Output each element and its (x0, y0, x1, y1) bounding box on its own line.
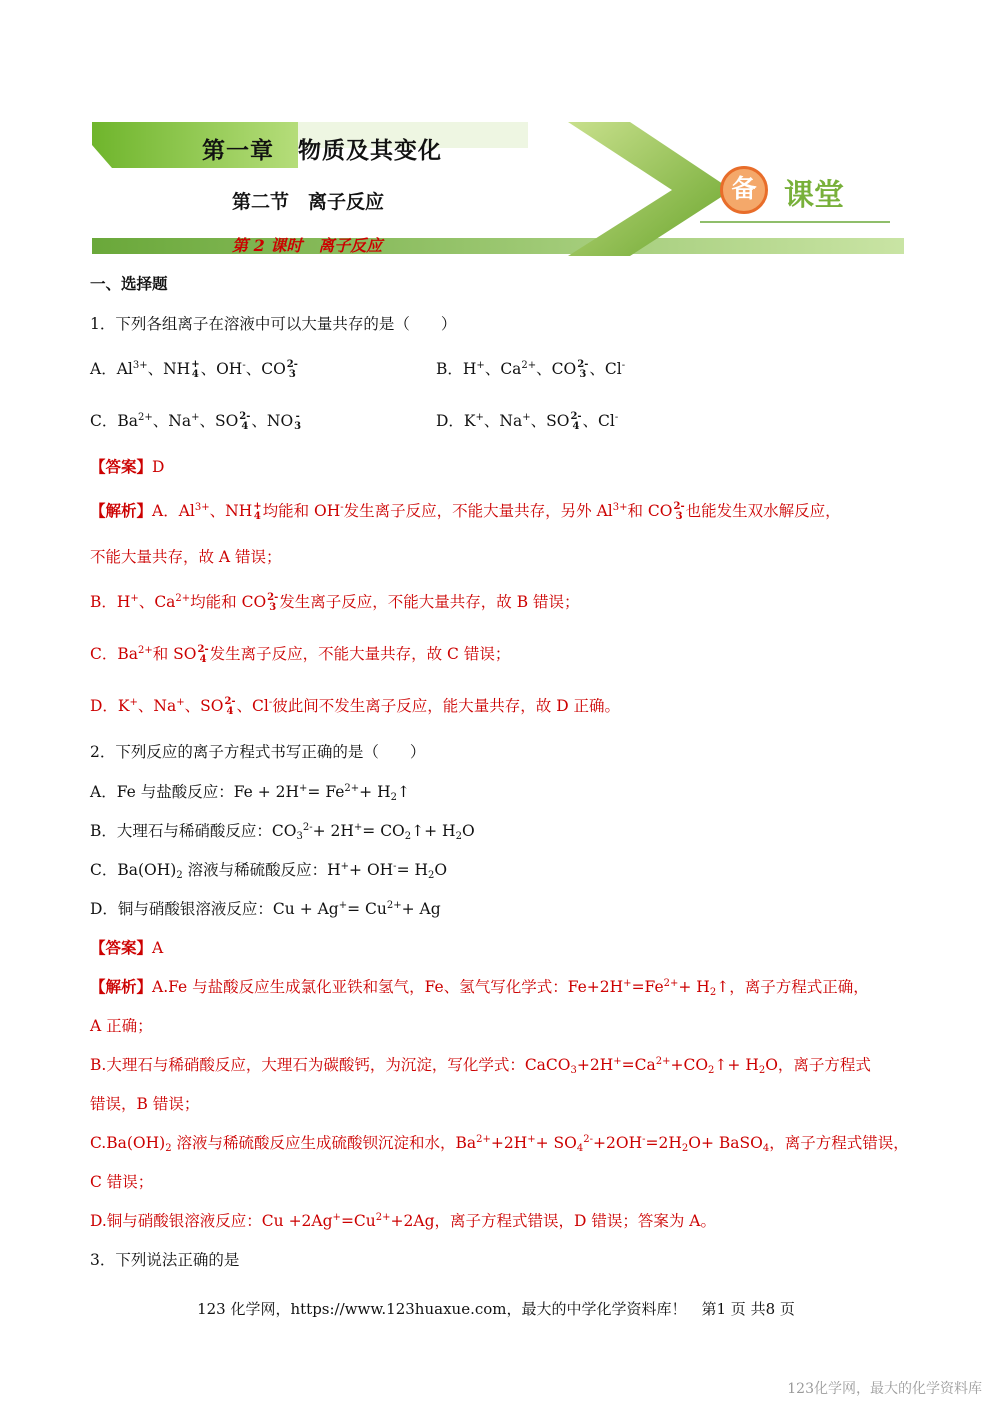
q2-analysis-6: C 错误； (90, 1173, 154, 1191)
watermark: 123化学网，最大的化学资料库 (787, 1381, 982, 1397)
header-banner (0, 0, 992, 270)
q2-stem: 2．下列反应的离子方程式书写正确的是（ ） (90, 743, 426, 761)
lesson-title: 第 2 课时 离子反应 (232, 236, 383, 255)
q2-analysis-tag: 【解析】 (90, 977, 153, 996)
q2-option-b: B．大理石与稀硝酸反应：$CO_3^{2-}+ 2H^+=$ $CO_2↑+ H_2O$ (90, 822, 475, 842)
q2-option-d: D．铜与硝酸银溶液反应：$Cu + Ag^+= Cu^{2+}+ Ag$ (90, 900, 441, 918)
q2-answer (90, 936, 163, 958)
q1-option-c: C．$Ba^{2+}$、Na+、SO 2- 4 、NO - 3 (90, 411, 302, 432)
q2-analysis-4: 错误，B 错误； (90, 1095, 200, 1113)
q1-option-a: A．$Al^{3+}$、NH + 4 、OH-、CO 2- 3 (90, 359, 298, 380)
q1-stem: 1．下列各组离子在溶液中可以大量共存的是（ ） (90, 315, 457, 333)
header-bottom-line (92, 238, 904, 254)
q2-analysis-2: A 正确； (90, 1017, 153, 1035)
q2-analysis-7: D.铜与硝酸银溶液反应：$Cu +2Ag^+=Cu^{2+}+2Ag$，离子方程式错误，D 错误；答案为 A。 (90, 1212, 716, 1230)
q2-option-c: C．$Ba(OH)_2$ 溶液与稀硫酸反应：$H^++ OH^-= H_2O$ (90, 861, 448, 881)
q1-analysis-1: 【解析】A．$Al^{3+}$、NH + 4 均能和 OH-发生离子反应，不能大量共存，另外 $Al^{3+}$和 CO 2- 3 也能发生双水解反应， (90, 501, 841, 522)
q1-analysis-tag: 【解析】 (90, 501, 153, 520)
logo-char: 备 (731, 174, 757, 203)
q1-analysis-2: 不能大量共存，故 A 错误； (90, 548, 282, 566)
q1-answer-tag: 【答案】 (90, 457, 153, 476)
q2-analysis-1: 【解析】A.Fe 与盐酸反应生成氯化亚铁和氢气，Fe、氢气写化学式：$Fe+2H^+=Fe^{2+}+$ $H_2↑$，离子方程式正确， (90, 977, 869, 998)
header-chevron (568, 122, 732, 256)
q2-analysis-3: B.大理石与稀硝酸反应，大理石为碳酸钙，为沉淀，写化学式：$CaCO_3+2H^+=Ca^{2+}+CO_2↑+ H_2O$，离子方程式 (90, 1056, 871, 1076)
q3-stem: 3．下列说法正确的是 (90, 1251, 240, 1269)
q1-answer (90, 455, 164, 477)
section-heading: 一、选择题 (90, 274, 168, 293)
q2-option-a: A．Fe 与盐酸反应：$Fe + 2H^+= Fe^{2+}+$ $H_2↑$ (90, 783, 410, 803)
q1-option-b: B．H+、$Ca^{2+}$、CO 2- 3 、Cl- (436, 359, 626, 380)
logo-text: 课堂 (784, 178, 844, 213)
q2-answer-tag: 【答案】 (90, 938, 153, 957)
page-footer: 123 化学网，https://www.123huaxue.com，最大的中学化学资料库！ 第1 页 共8 页 (197, 1300, 795, 1318)
q1-analysis-4: C．$Ba^{2+}$和 SO 2- 4 发生离子反应，不能大量共存，故 C 错误； (90, 644, 511, 665)
q1-analysis-3: B．H+、$Ca^{2+}$均能和 CO 2- 3 发生离子反应，不能大量共存，故 B 错误； (90, 592, 580, 613)
section-title: 第二节 离子反应 (232, 191, 385, 213)
chapter-title: 第一章 物质及其变化 (202, 137, 442, 164)
q2-analysis-5: $C.Ba(OH)_2$ 溶液与稀硫酸反应生成硫酸钡沉淀和水，$Ba^{2+}+2H^++ SO_4^{2-}+2OH^-=2H_2O+$ BaSO$_4$，离子方程式错误， (90, 1134, 909, 1154)
q1-analysis-5: D．K+、Na+、SO 2- 4 、Cl-彼此间不发生离子反应，能大量共存，故 D 正确。 (90, 696, 621, 717)
q2-answer-value: A (152, 939, 164, 957)
q1-answer-value: D (152, 458, 165, 476)
q1-option-d: D．K+、Na+、SO 2- 4 、Cl- (436, 411, 619, 432)
